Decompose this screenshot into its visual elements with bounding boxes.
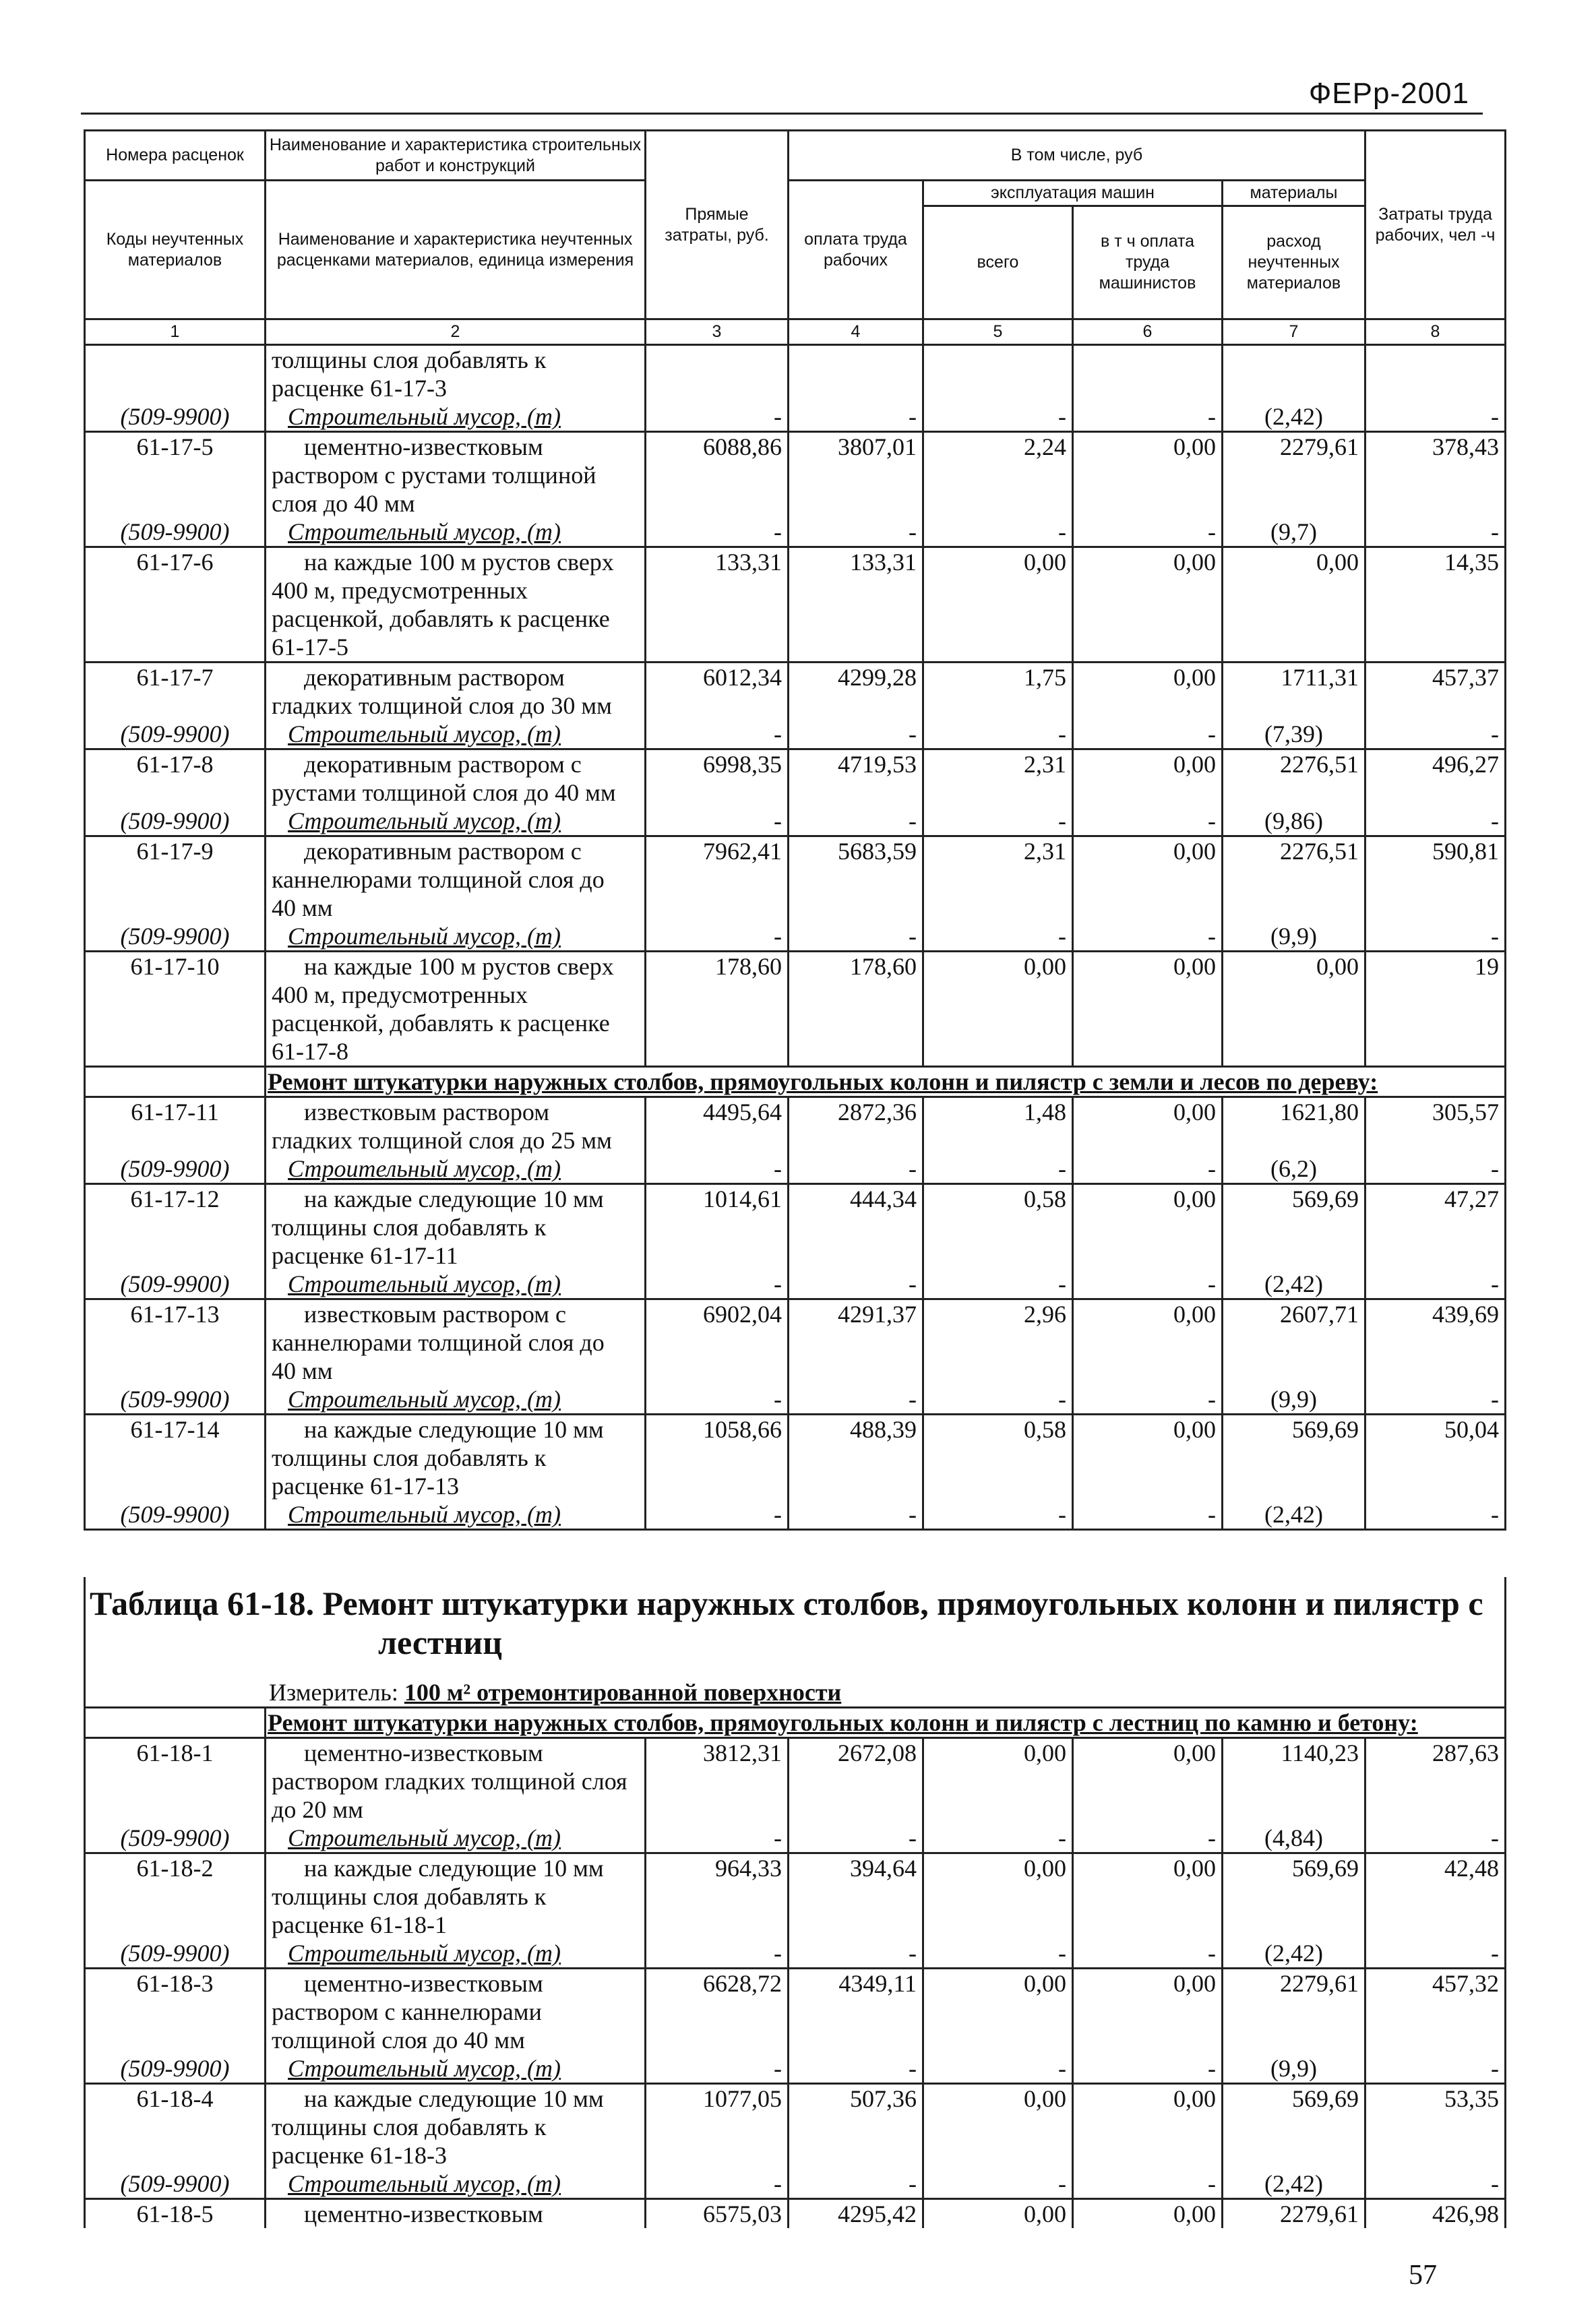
table-row: 61-18-2 на каждые следующие 10 мм толщины слоя добавлять к расценке 61-18-1 964,33 394,64 0,00 0,00 569,69 42,48 bbox=[85, 1853, 1506, 1939]
col-num-2: 2 bbox=[266, 319, 646, 345]
rate-code: 61-17-13 bbox=[85, 1299, 266, 1386]
table-row bbox=[85, 345, 1506, 403]
header-including: В том числе, руб bbox=[789, 131, 1365, 181]
row-description: на каждые 100 м рустов сверх 400 м, предусмотренных расценкой, добавлять к расценке 61-17-5 bbox=[266, 547, 646, 663]
header-work-name: Наименование и характеристика строительных работ и конструкций bbox=[266, 131, 646, 181]
row-description: декоративным раствором гладких толщиной слоя до 30 мм bbox=[266, 663, 646, 720]
header-rate-numbers: Номера расценок bbox=[85, 131, 266, 181]
col-num-8: 8 bbox=[1365, 319, 1506, 345]
material-row: (509-9900) Строительный мусор, (т) - - - - (9,7) - bbox=[85, 518, 1506, 547]
document-code: ФЕРр-2001 bbox=[1308, 77, 1469, 110]
rate-code: 61-18-1 bbox=[85, 1737, 266, 1824]
row-description: на каждые следующие 10 мм толщины слоя добавлять к расценке 61-18-1 bbox=[266, 1853, 646, 1939]
material-row: (509-9900) Строительный мусор, (т) - - - - (2,42) - bbox=[85, 1270, 1506, 1299]
table-row: 61-17-14 на каждые следующие 10 мм толщины слоя добавлять к расценке 61-17-13 1058,66 488,39 0,58 0,00 569,69 50,04 bbox=[85, 1415, 1506, 1501]
rate-code: 61-18-5 bbox=[85, 2198, 266, 2228]
section-heading: Ремонт штукатурки наружных столбов, прямоугольных колонн и пилястр с лестниц по камню и бетону: bbox=[85, 1707, 1506, 1737]
rate-code: 61-17-8 bbox=[85, 749, 266, 807]
material-row: (509-9900) Строительный мусор, (т) - - - - (2,42) - bbox=[85, 2169, 1506, 2199]
table-row: 61-17-5 цементно-известковым раствором с рустами толщиной слоя до 40 мм 6088,86 3807,01 2,24 0,00 2279,61 378,43 bbox=[85, 432, 1506, 518]
material-row: (509-9900) Строительный мусор, (т) - - - - (2,42) - bbox=[85, 402, 1506, 432]
header-labor-costs: Затраты труда рабочих, чел -ч bbox=[1365, 131, 1506, 319]
rate-code: 61-17-14 bbox=[85, 1415, 266, 1501]
document-header bbox=[81, 67, 1483, 115]
rate-code: 61-17-6 bbox=[85, 547, 266, 663]
page-number: 57 bbox=[1409, 2260, 1437, 2291]
row-description: известковым раствором с каннелюрами толщиной слоя до 40 мм bbox=[266, 1299, 646, 1386]
row-description: декоративным раствором с рустами толщиной слоя до 40 мм bbox=[266, 749, 646, 807]
material-row: (509-9900) Строительный мусор, (т) - - - - (2,42) - bbox=[85, 1939, 1506, 1969]
row-description: на каждые следующие 10 мм толщины слоя добавлять к расценке 61-18-3 bbox=[266, 2083, 646, 2169]
row-description: толщины слоя добавлять к расценке 61-17-3 bbox=[266, 345, 646, 403]
col-num-7: 7 bbox=[1223, 319, 1365, 345]
row-description: на каждые следующие 10 мм толщины слоя добавлять к расценке 61-17-13 bbox=[266, 1415, 646, 1501]
table-row: 61-18-1 цементно-известковым раствором гладких толщиной слоя до 20 мм 3812,31 2672,08 0,00 0,00 1140,23 287,63 bbox=[85, 1737, 1506, 1824]
col-num-5: 5 bbox=[923, 319, 1073, 345]
header-column-numbers bbox=[85, 319, 1506, 345]
rate-code: 61-17-10 bbox=[85, 952, 266, 1067]
table-row: 61-17-8 декоративным раствором с рустами толщиной слоя до 40 мм 6998,35 4719,53 2,31 0,00 2276,51 496,27 bbox=[85, 749, 1506, 807]
rate-code: 61-17-9 bbox=[85, 836, 266, 923]
material-row: (509-9900) Строительный мусор, (т) - - - - (9,9) - bbox=[85, 2054, 1506, 2084]
table-row: 61-17-12 на каждые следующие 10 мм толщины слоя добавлять к расценке 61-17-11 1014,61 444,34 0,58 0,00 569,69 47,27 bbox=[85, 1184, 1506, 1270]
header-machines-total: всего bbox=[923, 206, 1073, 319]
row-description: цементно-известковым раствором с рустами толщиной слоя до 40 мм bbox=[266, 432, 646, 518]
material-row: (509-9900) Строительный мусор, (т) - - - - (9,86) - bbox=[85, 807, 1506, 836]
table-61-18-title bbox=[85, 1577, 1506, 1666]
col-num-6: 6 bbox=[1073, 319, 1223, 345]
material-row: (509-9900) Строительный мусор, (т) - - - - (9,9) - bbox=[85, 922, 1506, 952]
material-row: (509-9900) Строительный мусор, (т) - - - - (7,39) - bbox=[85, 720, 1506, 749]
material-row: (509-9900) Строительный мусор, (т) - - - - (4,84) - bbox=[85, 1824, 1506, 1853]
header-materials: материалы bbox=[1223, 181, 1365, 206]
row-description: цементно-известковым раствором с каннелюрами толщиной слоя до 40 мм bbox=[266, 1968, 646, 2054]
section-heading: Ремонт штукатурки наружных столбов, прямоугольных колонн и пилястр с земли и лесов по дереву: bbox=[85, 1067, 1506, 1097]
table-row: 61-17-10 на каждые 100 м рустов сверх 400 м, предусмотренных расценкой, добавлять к расценке 61-17-8 178,60 178,60 0,00 0,00 0,00 19 bbox=[85, 952, 1506, 1067]
rate-code: 61-17-7 bbox=[85, 663, 266, 720]
col-num-1: 1 bbox=[85, 319, 266, 345]
rate-code: 61-18-2 bbox=[85, 1853, 266, 1939]
header-machinist-pay: в т ч оплата труда машинистов bbox=[1073, 206, 1223, 319]
header-direct-costs: Прямые затраты, руб. bbox=[646, 131, 789, 319]
meter-label: Измеритель: bbox=[269, 1678, 398, 1706]
measurement-unit-row bbox=[85, 1666, 1506, 1708]
material-row: (509-9900) Строительный мусор, (т) - - - - (6,2) - bbox=[85, 1154, 1506, 1184]
col-num-4: 4 bbox=[789, 319, 923, 345]
row-description: на каждые 100 м рустов сверх 400 м, предусмотренных расценкой, добавлять к расценке 61-17-8 bbox=[266, 952, 646, 1067]
rate-code: 61-17-11 bbox=[85, 1097, 266, 1155]
row-description: цементно-известковым раствором гладких толщиной слоя до 20 мм bbox=[266, 1737, 646, 1824]
table-row: 61-18-5 цементно-известковым 6575,03 4295,42 0,00 0,00 2279,61 426,98 bbox=[85, 2198, 1506, 2228]
row-description: на каждые следующие 10 мм толщины слоя добавлять к расценке 61-17-11 bbox=[266, 1184, 646, 1270]
meter-value: 100 м² отремонтированной поверхности bbox=[404, 1678, 842, 1706]
table-row: 61-18-3 цементно-известковым раствором с каннелюрами толщиной слоя до 40 мм 6628,72 4349,11 0,00 0,00 2279,61 457,32 bbox=[85, 1968, 1506, 2054]
table-row: 61-17-6 на каждые 100 м рустов сверх 400 м, предусмотренных расценкой, добавлять к расценке 61-17-5 133,31 133,31 0,00 0,00 0,00 14,35 bbox=[85, 547, 1506, 663]
header-row-2 bbox=[85, 181, 1506, 206]
material-row: (509-9900) Строительный мусор, (т) - - - - (9,9) - bbox=[85, 1385, 1506, 1415]
rate-code: 61-18-4 bbox=[85, 2083, 266, 2169]
rate-code: 61-17-12 bbox=[85, 1184, 266, 1270]
table-row: 61-17-11 известковым раствором гладких толщиной слоя до 25 мм 4495,64 2872,36 1,48 0,00 1621,80 305,57 bbox=[85, 1097, 1506, 1155]
header-machines: эксплуатация машин bbox=[923, 181, 1223, 206]
header-worker-pay: оплата труда рабочих bbox=[789, 181, 923, 319]
row-description: известковым раствором гладких толщиной слоя до 25 мм bbox=[266, 1097, 646, 1155]
header-unaccounted-materials: расход неучтенных материалов bbox=[1223, 206, 1365, 319]
table-row: 61-17-7 декоративным раствором гладких толщиной слоя до 30 мм 6012,34 4299,28 1,75 0,00 1711,31 457,37 bbox=[85, 663, 1506, 720]
row-description: цементно-известковым bbox=[266, 2198, 646, 2228]
rates-table bbox=[84, 129, 1506, 2228]
header-row-1 bbox=[85, 131, 1506, 181]
table-title-line-2: лестниц bbox=[378, 1623, 503, 1661]
rate-code: 61-17-5 bbox=[85, 432, 266, 518]
row-description: декоративным раствором с каннелюрами толщиной слоя до 40 мм bbox=[266, 836, 646, 923]
table-row: 61-18-4 на каждые следующие 10 мм толщины слоя добавлять к расценке 61-18-3 1077,05 507,36 0,00 0,00 569,69 53,35 bbox=[85, 2083, 1506, 2169]
table-row: 61-17-9 декоративным раствором с каннелюрами толщиной слоя до 40 мм 7962,41 5683,59 2,31 0,00 2276,51 590,81 bbox=[85, 836, 1506, 923]
header-material-name: Наименование и характеристика неучтенных расценками материалов, единица измерения bbox=[266, 181, 646, 319]
material-row: (509-9900) Строительный мусор, (т) - - - - (2,42) - bbox=[85, 1500, 1506, 1530]
header-material-codes: Коды неучтенных материалов bbox=[85, 181, 266, 319]
table-title-line-1: Таблица 61-18. Ремонт штукатурки наружных столбов, прямоугольных колонн и пилястр с bbox=[90, 1584, 1483, 1622]
col-num-3: 3 bbox=[646, 319, 789, 345]
table-row: 61-17-13 известковым раствором с каннелюрами толщиной слоя до 40 мм 6902,04 4291,37 2,96 0,00 2607,71 439,69 bbox=[85, 1299, 1506, 1386]
table-spacer bbox=[85, 1530, 1506, 1577]
rate-code: 61-18-3 bbox=[85, 1968, 266, 2054]
